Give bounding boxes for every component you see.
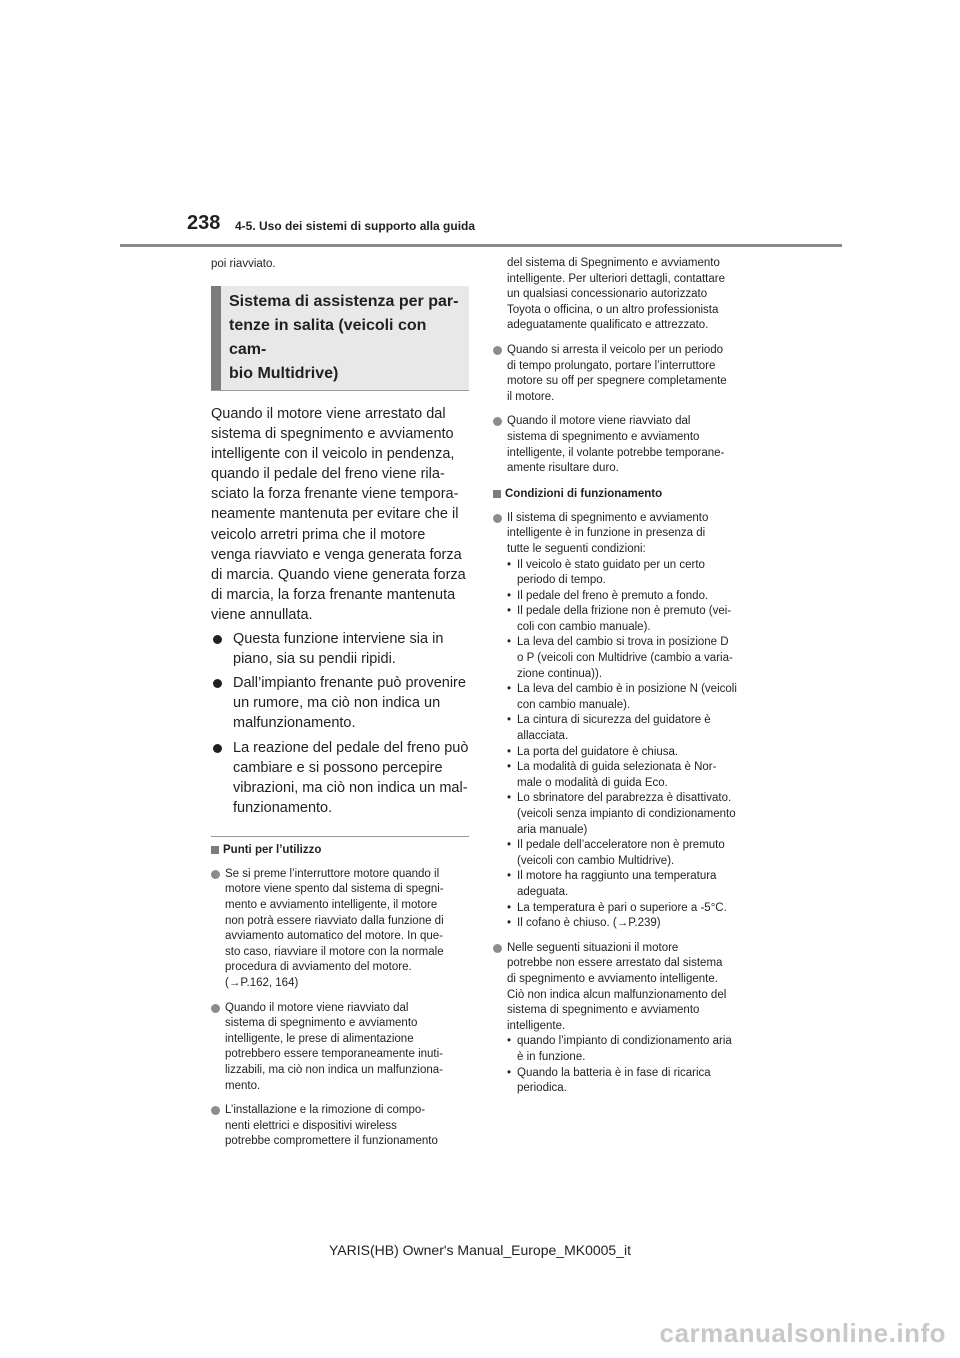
note-item xyxy=(493,941,751,1097)
list-line: Lo sbrinatore del parabrezza è disattivato. xyxy=(517,792,732,805)
notes-subheading xyxy=(211,842,469,858)
body-line: sistema di spegnimento e avviamento xyxy=(211,426,454,443)
note-line: intelligente. xyxy=(507,1019,566,1032)
left-column xyxy=(211,257,469,1159)
list-line: La temperatura è pari o superiore a -5°C. xyxy=(517,901,727,914)
conditions-subheading xyxy=(493,486,751,502)
note-line: Quando il motore viene riavviato dal xyxy=(225,1001,409,1014)
note-line: lizzabili, ma ciò non indica un malfunziona- xyxy=(225,1064,443,1076)
list-item: • La porta del guidatore è chiusa. xyxy=(507,745,751,761)
list-line: o P (veicoli con Multidrive (cambio a varia- xyxy=(517,652,733,665)
list-line: con cambio manuale). xyxy=(517,698,631,711)
note-line: non potrà essere riavviato dalla funzione di xyxy=(225,914,444,927)
situations-list xyxy=(507,1034,751,1096)
note-line: Se si preme l’interruttore motore quando il xyxy=(225,867,440,880)
note-line: Nelle seguenti situazioni il motore xyxy=(507,941,679,954)
list-item: • La cintura di sicurezza del guidatore è allacciata. xyxy=(507,713,751,744)
list-line: coli con cambio manuale). xyxy=(517,620,651,633)
note-line: adeguatamente qualificato e attrezzato. xyxy=(507,319,709,332)
header-divider xyxy=(120,244,842,247)
bullet-line: malfunzionamento. xyxy=(233,715,356,732)
list-line: (veicoli senza impianto di condizionamento xyxy=(517,808,736,820)
conditions-subheading-label: Condizioni di funzionamento xyxy=(505,487,663,500)
list-line: Il pedale della frizione non è premuto (vei- xyxy=(517,605,732,618)
list-item: • Il pedale del freno è premuto a fondo. xyxy=(507,589,751,605)
circle-marker-icon xyxy=(493,417,502,426)
note-line: sistema di spegnimento e avviamento xyxy=(507,1004,700,1017)
body-line: veicolo arretri prima che il motore xyxy=(211,526,426,543)
section-title: 4-5. Uso dei sistemi di supporto alla guida xyxy=(235,219,476,233)
list-item: • Il pedale dell’acceleratore non è premuto (veicoli con cambio Multidrive). xyxy=(507,838,751,869)
page-number: 238 xyxy=(187,212,221,234)
section-heading-box xyxy=(211,286,469,391)
body-line: di marcia. Quando viene generata forza xyxy=(211,566,466,583)
note-line: potrebbe compromettere il funzionamento xyxy=(225,1135,438,1148)
watermark: carmanualsonline.info xyxy=(659,1318,946,1348)
bullet-dot-icon xyxy=(213,635,222,644)
note-line: del sistema di Spegnimento e avviamento xyxy=(507,257,720,269)
body-line: Quando il motore viene arrestato dal xyxy=(211,406,446,422)
list-line: male o modalità di guida Eco. xyxy=(517,776,668,789)
note-item xyxy=(211,1103,469,1150)
page-reference-link[interactable]: (→P.162, 164) xyxy=(225,977,299,990)
note-line: Ciò non indica alcun malfunzionamento del xyxy=(507,988,727,1001)
note-item xyxy=(493,414,751,476)
note-item xyxy=(493,343,751,405)
bullet-dot-icon xyxy=(213,744,222,753)
list-line: La cintura di sicurezza del guidatore è xyxy=(517,714,711,727)
bullet-line: Dall’impianto frenante può provenire xyxy=(233,675,466,692)
bullet-line: un rumore, ma ciò non indica un xyxy=(233,695,441,712)
note-line: intelligente, le prese di alimentazione xyxy=(225,1032,414,1045)
lead-text: poi riavviato. xyxy=(211,258,276,270)
note-line: Il sistema di spegnimento e avviamento xyxy=(507,511,709,524)
list-item: • La leva del cambio è in posizione N (veicoli con cambio manuale). xyxy=(507,682,751,713)
list-line: zione continua)). xyxy=(517,667,603,680)
note-line: tutte le seguenti condizioni: xyxy=(507,542,646,555)
note-line: potrebbero essere temporaneamente inuti- xyxy=(225,1048,443,1061)
bullet-item xyxy=(211,738,469,818)
list-line: Quando la batteria è in fase di ricarica xyxy=(517,1066,711,1079)
list-line: Il motore ha raggiunto una temperatura xyxy=(517,870,717,883)
list-line: allacciata. xyxy=(517,730,569,743)
note-line: un qualsiasi concessionario autorizzato xyxy=(507,288,708,301)
note-line: avviamento automatico del motore. In que- xyxy=(225,930,443,943)
body-line: viene annullata. xyxy=(211,606,313,623)
note-line: sistema di spegnimento e avviamento xyxy=(225,1017,418,1030)
list-line: periodo di tempo. xyxy=(517,574,606,587)
square-marker-icon xyxy=(211,846,219,854)
note-line: sistema di spegnimento e avviamento xyxy=(507,430,700,443)
body-line: venga riavviato e venga generata forza xyxy=(211,546,462,563)
list-item: • Lo sbrinatore del parabrezza è disattivato. (veicoli senza impianto di condizionamento aria manuale) xyxy=(507,791,751,838)
note-line: intelligente, il volante potrebbe temporane- xyxy=(507,446,725,459)
bullet-line: funzionamento. xyxy=(233,799,333,816)
note-line: mento. xyxy=(225,1079,261,1092)
list-item: • Il cofano è chiuso. (→P.239) xyxy=(507,916,751,932)
body-line: intelligente con il veicolo in pendenza, xyxy=(211,446,455,463)
bullet-line: La reazione del pedale del freno può xyxy=(233,739,469,756)
body-line: di marcia, la forza frenante mantenuta xyxy=(211,586,456,603)
list-line: è in funzione. xyxy=(517,1050,586,1063)
note-item xyxy=(493,511,751,932)
note-line: di spegnimento e avviamento intelligente. xyxy=(507,972,718,985)
bullet-item xyxy=(211,629,469,669)
body-line: sciato la forza frenante viene tempora- xyxy=(211,486,459,503)
circle-marker-icon xyxy=(211,1004,220,1013)
list-item: • La temperatura è pari o superiore a -5°C. xyxy=(507,901,751,917)
circle-marker-icon xyxy=(211,1106,220,1115)
note-line: nenti elettrici e dispositivi wireless xyxy=(225,1119,397,1132)
continuation-text xyxy=(507,256,751,334)
circle-marker-icon xyxy=(493,944,502,953)
list-item: • Il veicolo è stato guidato per un certo periodo di tempo. xyxy=(507,558,751,589)
list-item: • quando l’impianto di condizionamento aria è in funzione. xyxy=(507,1034,751,1065)
heading-line: tenze in salita (veicoli con cam- xyxy=(229,317,427,358)
conditions-list xyxy=(507,558,751,932)
heading-line: Sistema di assistenza per par- xyxy=(229,293,459,310)
note-line: potrebbe non essere arrestato dal sistema xyxy=(507,957,723,970)
bullet-line: piano, sia su pendii ripidi. xyxy=(233,651,396,668)
list-line: La porta del guidatore è chiusa. xyxy=(517,745,679,758)
list-line: Il veicolo è stato guidato per un certo xyxy=(517,558,705,571)
circle-marker-icon xyxy=(493,514,502,523)
note-line: L’installazione e la rimozione di compo- xyxy=(225,1104,426,1117)
list-item: • Il motore ha raggiunto una temperatura adeguata. xyxy=(507,869,751,900)
note-line: Quando il motore viene riavviato dal xyxy=(507,415,691,428)
notes-divider xyxy=(211,836,469,837)
note-line: di tempo prolungato, portare l’interruttore xyxy=(507,359,716,372)
footer-manual-id: YARIS(HB) Owner's Manual_Europe_MK0005_it xyxy=(329,1242,631,1258)
list-line: periodica. xyxy=(517,1082,567,1095)
note-item xyxy=(211,1001,469,1095)
list-line: La leva del cambio è in posizione N (veicoli xyxy=(517,683,737,696)
list-item: • La modalità di guida selezionata è Nor- male o modalità di guida Eco. xyxy=(507,760,751,791)
list-line: La leva del cambio si trova in posizione D xyxy=(517,636,729,649)
bullet-line: Questa funzione interviene sia in xyxy=(233,631,444,648)
body-line: neamente mantenuta per evitare che il xyxy=(211,506,459,523)
note-line: Toyota o officina, o un altro professionista xyxy=(507,303,719,316)
list-line: (veicoli con cambio Multidrive). xyxy=(517,854,675,867)
page-reference-link[interactable]: Il cofano è chiuso. (→P.239) xyxy=(517,917,661,930)
bullet-line: vibrazioni, ma ciò non indica un mal- xyxy=(233,779,468,796)
note-line: motore su off per spegnere completamente xyxy=(507,375,727,388)
square-marker-icon xyxy=(493,490,501,498)
list-item: • Il pedale della frizione non è premuto (vei- coli con cambio manuale). xyxy=(507,604,751,635)
list-line: adeguata. xyxy=(517,885,569,898)
list-line: aria manuale) xyxy=(517,823,588,836)
bullet-dot-icon xyxy=(213,679,222,688)
bullet-line: cambiare e si possono percepire xyxy=(233,759,443,776)
note-line: intelligente. Per ulteriori dettagli, contattare xyxy=(507,272,725,285)
heading-accent-bar xyxy=(211,286,221,390)
note-line: amente risultare duro. xyxy=(507,462,619,475)
note-line: motore viene spento dal sistema di spegni- xyxy=(225,883,444,896)
note-line: sto caso, riavviare il motore con la normale xyxy=(225,945,444,958)
list-item: • La leva del cambio si trova in posizione D o P (veicoli con Multidrive (cambio a varia- zione continua)). xyxy=(507,635,751,682)
circle-marker-icon xyxy=(493,346,502,355)
circle-marker-icon xyxy=(211,870,220,879)
right-column xyxy=(493,256,751,1106)
list-item: • Quando la batteria è in fase di ricarica periodica. xyxy=(507,1066,751,1097)
note-line: il motore. xyxy=(507,390,555,403)
note-line: procedura di avviamento del motore. xyxy=(225,961,412,974)
note-line: Quando si arresta il veicolo per un periodo xyxy=(507,343,724,356)
note-line: intelligente è in funzione in presenza di xyxy=(507,527,706,540)
notes-subheading-label: Punti per l’utilizzo xyxy=(223,843,322,856)
list-line: Il pedale del freno è premuto a fondo. xyxy=(517,589,709,602)
bullet-item xyxy=(211,673,469,733)
body-paragraph xyxy=(211,404,469,625)
note-item xyxy=(211,867,469,992)
heading-line: bio Multidrive) xyxy=(229,365,339,382)
note-line: mento e avviamento intelligente, il motore xyxy=(225,899,438,912)
section-heading xyxy=(221,286,469,390)
body-line: quando il pedale del freno viene rila- xyxy=(211,466,445,483)
list-line: La modalità di guida selezionata è Nor- xyxy=(517,761,717,774)
list-line: quando l’impianto di condizionamento aria xyxy=(517,1035,732,1048)
list-line: Il pedale dell’acceleratore non è premuto xyxy=(517,839,725,852)
